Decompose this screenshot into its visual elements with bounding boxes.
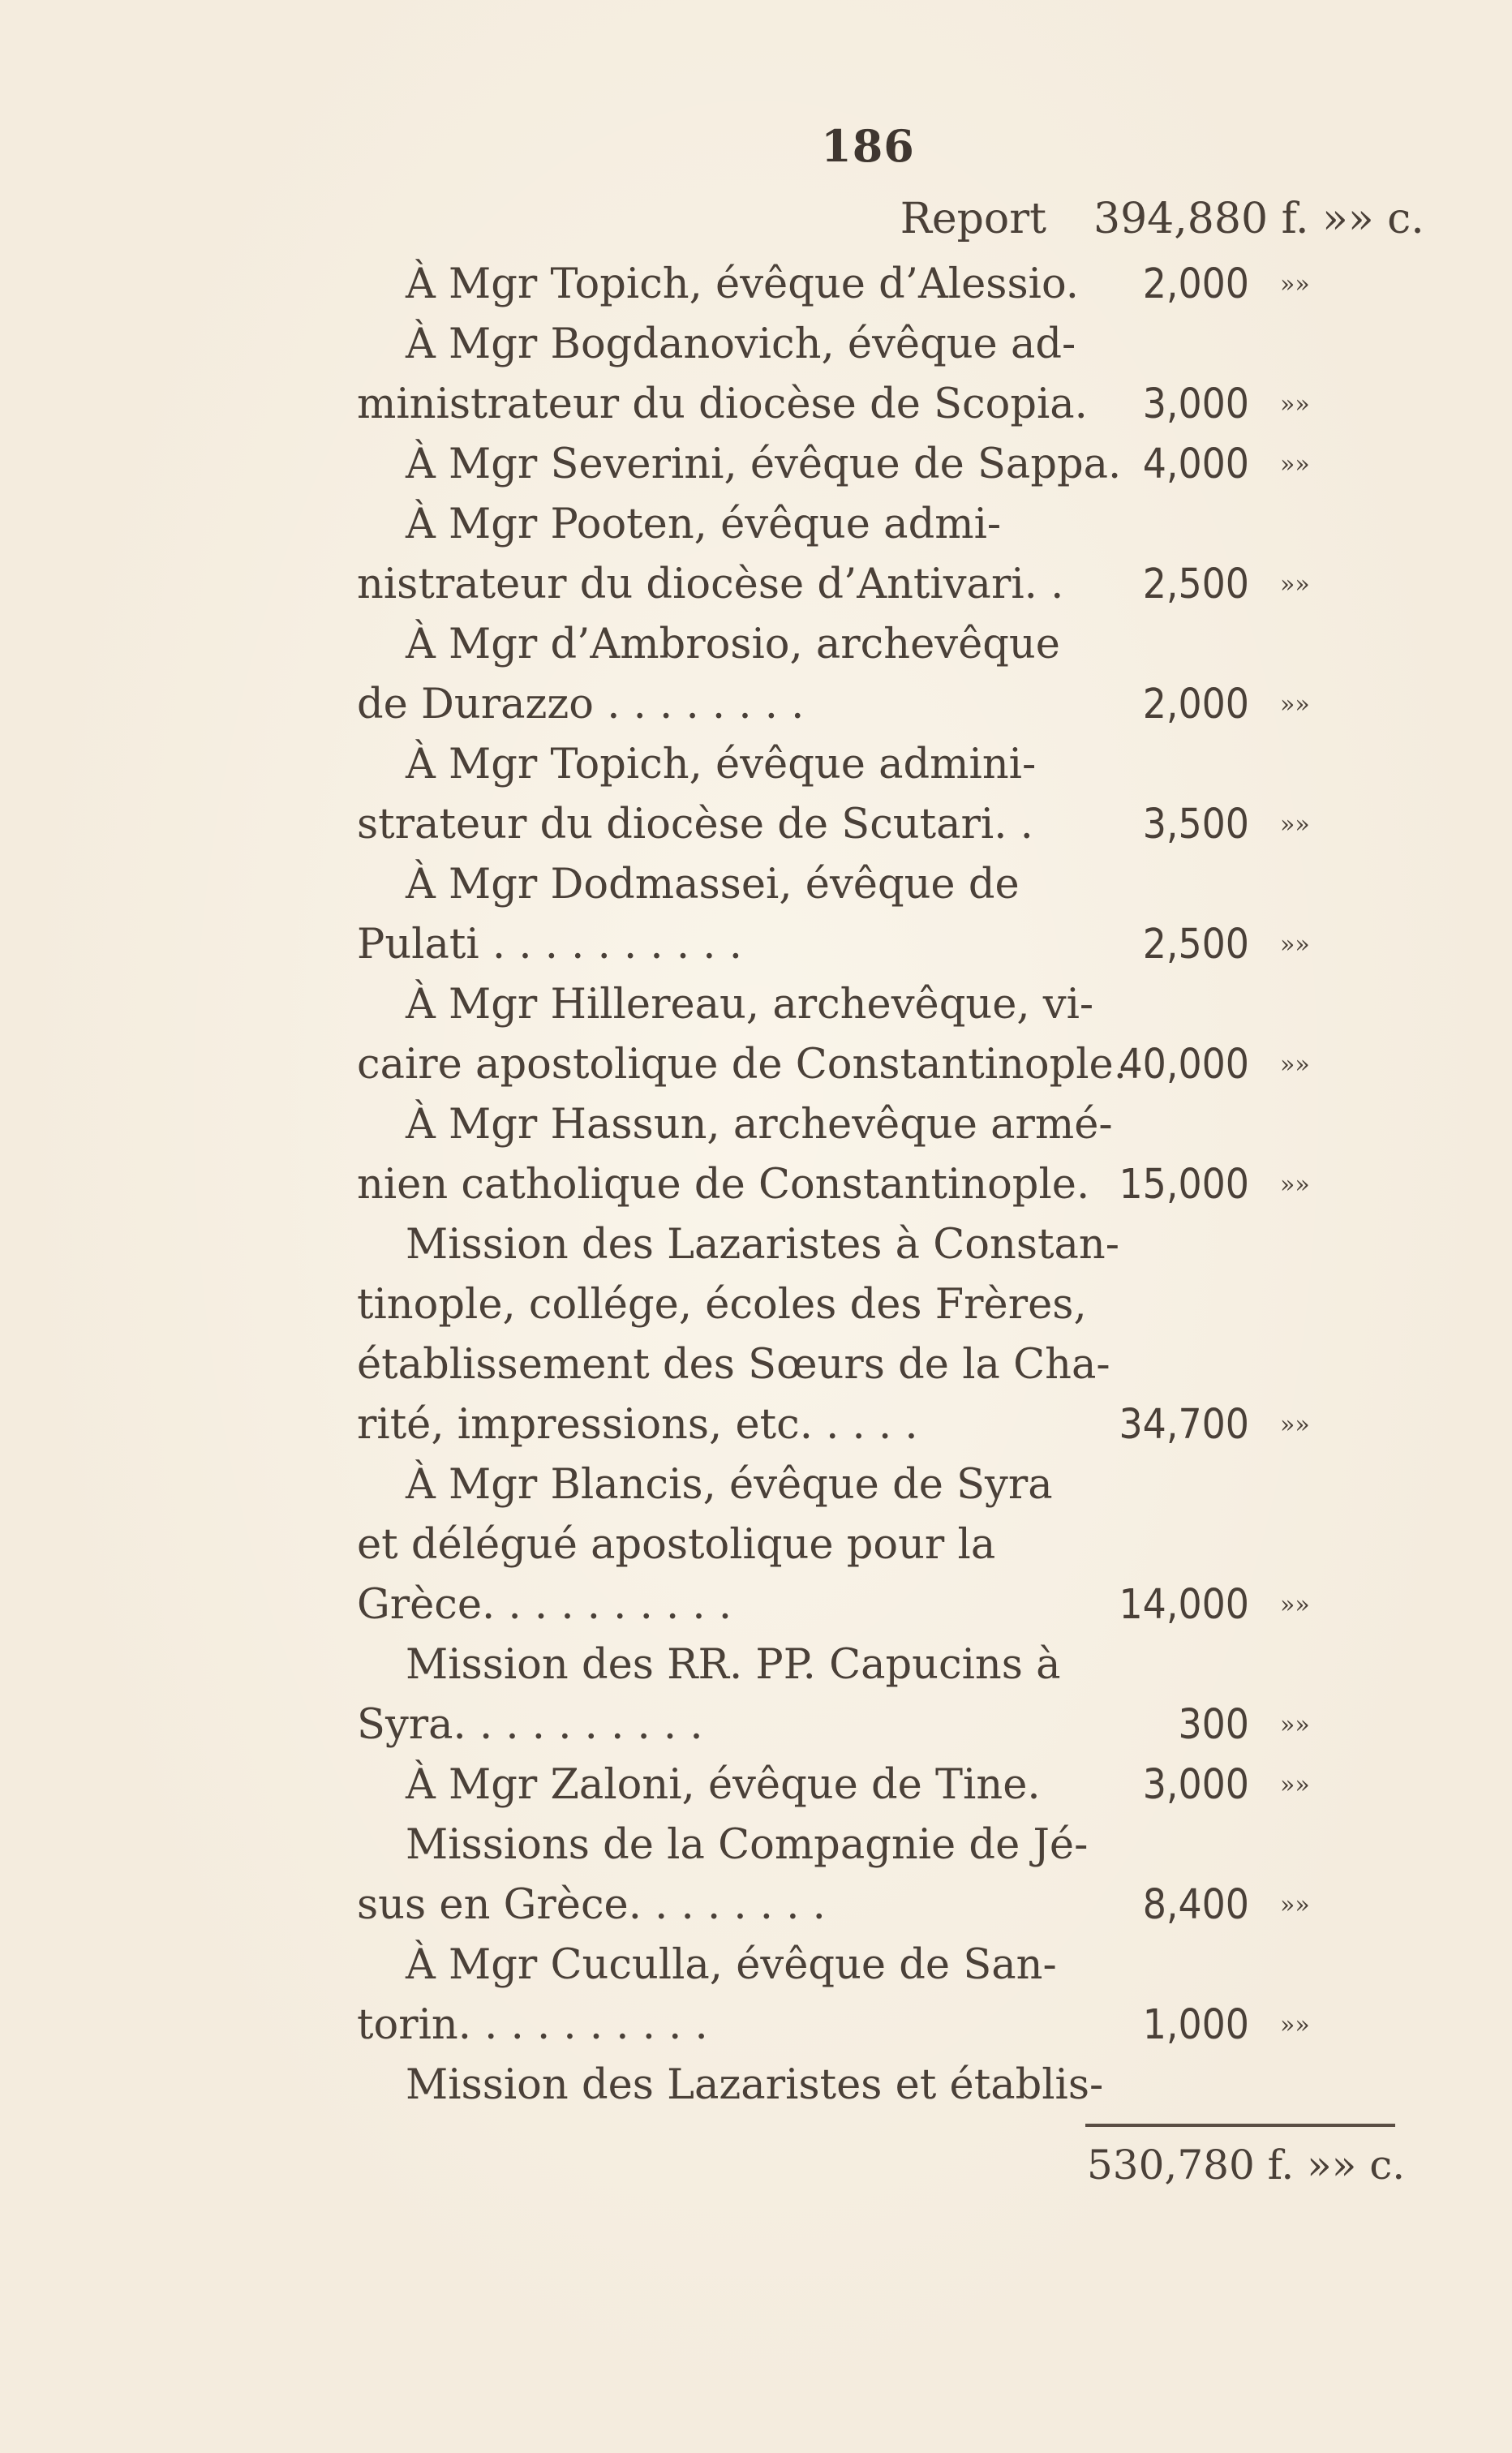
- entry-line: Mission des Lazaristes et établis-: [406, 2061, 1104, 2109]
- entry-line: À Mgr Hillereau, archevêque, vi-: [406, 981, 1094, 1029]
- entry-line: À Mgr Cuculla, évêque de San-: [406, 1941, 1057, 1989]
- entry-cents: »»: [1280, 1591, 1310, 1619]
- entry-line: Mission des Lazaristes à Constan-: [406, 1221, 1119, 1269]
- entry-line: caire apostolique de Constantinople.: [357, 1041, 1127, 1089]
- entry-line: nistrateur du diocèse d’Antivari. .: [357, 561, 1064, 608]
- entry-amount: 34,700: [1119, 1401, 1249, 1449]
- report-amount: 394,880 f. »» c.: [1093, 195, 1424, 243]
- entry-line: Grèce. . . . . . . . . .: [357, 1581, 732, 1629]
- entry-line: À Mgr Topich, évêque d’Alessio.: [406, 260, 1079, 308]
- entry-cents: »»: [1280, 690, 1310, 719]
- entry-line: torin. . . . . . . . . .: [357, 2001, 708, 2049]
- entry-amount: 2,500: [1142, 921, 1249, 969]
- entry-line: Mission des RR. PP. Capucins à: [406, 1641, 1061, 1689]
- entry-cents: »»: [1280, 1050, 1310, 1079]
- entry-line: rité, impressions, etc. . . . .: [357, 1401, 918, 1449]
- entry-cents: »»: [1280, 2011, 1310, 2039]
- entry-line: de Durazzo . . . . . . . .: [357, 681, 805, 728]
- entry-cents: »»: [1280, 1891, 1310, 1919]
- report-label: Report: [900, 195, 1046, 243]
- entry-amount: 4,000: [1142, 440, 1249, 488]
- entry-line: sus en Grèce. . . . . . . .: [357, 1881, 826, 1929]
- entry-amount: 1,000: [1142, 2001, 1249, 2049]
- entry-cents: »»: [1280, 450, 1310, 479]
- entry-cents: »»: [1280, 1711, 1310, 1739]
- entry-amount: 2,500: [1142, 561, 1249, 608]
- entry-line: À Mgr Blancis, évêque de Syra: [406, 1461, 1053, 1509]
- entry-line: À Mgr Severini, évêque de Sappa.: [406, 440, 1122, 488]
- entry-amount: 300: [1178, 1701, 1249, 1749]
- entry-line: Syra. . . . . . . . . .: [357, 1701, 703, 1749]
- entry-amount: 3,000: [1142, 380, 1249, 428]
- entry-cents: »»: [1280, 570, 1310, 599]
- entry-line: À Mgr Pooten, évêque admi-: [406, 500, 1002, 548]
- entry-amount: 40,000: [1119, 1041, 1249, 1089]
- entry-line: À Mgr Bogdanovich, évêque ad-: [406, 320, 1076, 368]
- entry-line: À Mgr Hassun, archevêque armé-: [406, 1101, 1113, 1149]
- entry-line: Pulati . . . . . . . . . .: [357, 921, 742, 969]
- entry-line: tinople, collége, écoles des Frères,: [357, 1281, 1087, 1329]
- entry-line: À Mgr d’Ambrosio, archevêque: [406, 621, 1060, 668]
- entry-line: nien catholique de Constantinople.: [357, 1161, 1090, 1209]
- entry-line: ministrateur du diocèse de Scopia.: [357, 380, 1088, 428]
- entry-cents: »»: [1280, 1411, 1310, 1439]
- entry-cents: »»: [1280, 270, 1310, 299]
- entry-cents: »»: [1280, 930, 1310, 959]
- entry-line: À Mgr Zaloni, évêque de Tine.: [406, 1761, 1041, 1809]
- total-rule: [1085, 2124, 1395, 2127]
- entry-line: À Mgr Topich, évêque admini-: [406, 741, 1037, 788]
- entry-cents: »»: [1280, 390, 1310, 419]
- entry-line: établissement des Sœurs de la Cha-: [357, 1341, 1110, 1389]
- entry-amount: 2,000: [1142, 681, 1249, 728]
- entry-line: et délégué apostolique pour la: [357, 1521, 996, 1569]
- entry-cents: »»: [1280, 810, 1310, 839]
- entry-cents: »»: [1280, 1171, 1310, 1199]
- entry-amount: 15,000: [1119, 1161, 1249, 1209]
- entry-amount: 2,000: [1142, 260, 1249, 308]
- entry-amount: 14,000: [1119, 1581, 1249, 1629]
- entry-amount: 8,400: [1142, 1881, 1249, 1929]
- entry-line: Missions de la Compagnie de Jé-: [406, 1821, 1089, 1869]
- entry-amount: 3,000: [1142, 1761, 1249, 1809]
- entry-line: strateur du diocèse de Scutari. .: [357, 801, 1033, 848]
- entry-line: À Mgr Dodmassei, évêque de: [406, 861, 1020, 909]
- page-number: 186: [821, 120, 915, 172]
- entry-cents: »»: [1280, 1771, 1310, 1799]
- total-amount: 530,780 f. »» c.: [1087, 2142, 1406, 2189]
- entry-amount: 3,500: [1142, 801, 1249, 848]
